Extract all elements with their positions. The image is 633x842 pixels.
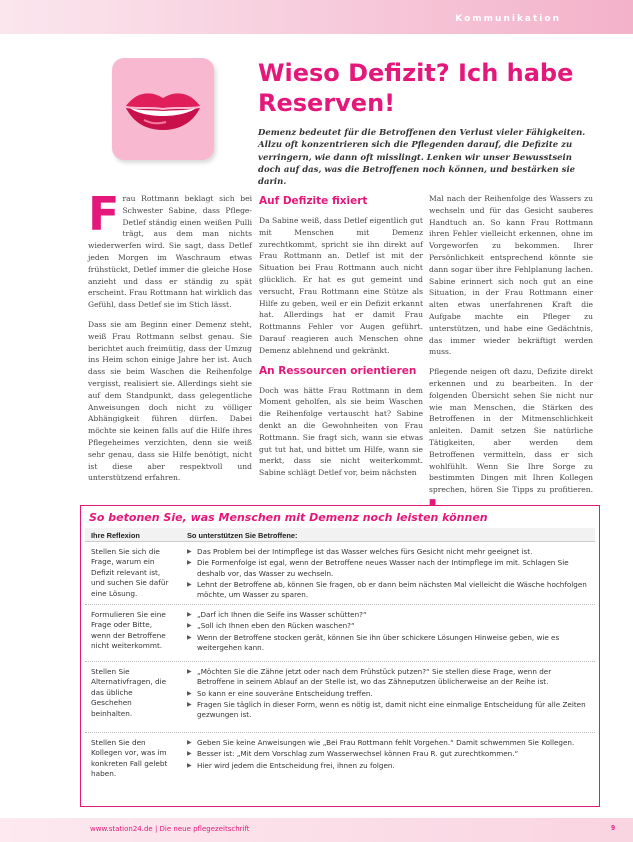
support-list [187, 610, 591, 654]
tips-box-header [85, 528, 595, 542]
list-item: ▶ Hier wird jedem die Entscheidung frei, ihnen zu folgen. [187, 761, 591, 771]
paragraph: Doch was hätte Frau Rottmann in dem Moment geholfen, als sie beim Waschen die Reihenfolge vertauscht hat? Sabine denkt an die Gewohnheiten von Frau Rottmann. Sie fragt sich, wann sie etwas gut tut hat, und bittet um Hilfe, wann sie merkt, dass sie nicht weiterkommt. Sabine schlägt Detlef vor, beim nächsten [259, 385, 423, 478]
paragraph-text: Pflegende neigen oft dazu, Defizite direkt erkennen und zu bearbeiten. In der folgenden Übersicht sehen Sie nicht nur wie man Menschen, die Stärken des Betroffenen in der Mitmenschlichkeit anleiten. Damit setzen Sie natürliche Tätigkeiten, aber werden dem Betroffenen vermitteln, dass er sich wohlfühlt. Wenn Sie Ihre Sorge zu bestimmten Dingen mit Ihren Kollegen sprechen, hören Sie Tipps zu profitieren. [429, 367, 593, 495]
list-item: ▶ „Darf ich Ihnen die Seife ins Wasser schütten?“ [187, 610, 591, 620]
drop-cap: F [88, 187, 120, 241]
subheading-ressourcen: An Ressourcen orientieren [259, 364, 417, 377]
footer-text: www.station24.de | Die neue pflegezeitschrift [90, 825, 250, 833]
table-row [85, 663, 595, 733]
list-item: ▶ Lehnt der Betroffene ab, können Sie fragen, ob er dann beim nächsten Mal vielleicht die Wäsche hochfolgen möchte, um Wasser zu sparen. [187, 580, 591, 601]
section-label: Kommunikation [455, 14, 561, 24]
reflex-text: Stellen Sie sich die Frage, warum ein Defizit relevant ist, und suchen Sie dafür eine Lösung. [91, 547, 169, 598]
list-item: ▶ „Soll ich Ihnen eben den Rücken waschen?“ [187, 621, 591, 631]
list-item: ▶ Geben Sie keine Anweisungen wie „Bei Frau Rottmann fehlt Vorgehen.“ Damit schwemmen Sie Kollegen. [187, 738, 591, 748]
table-row [85, 606, 595, 662]
lips-icon [122, 86, 204, 132]
tips-box-title: So betonen Sie, was Menschen mit Demenz noch leisten können [89, 511, 488, 524]
header-support: So unterstützen Sie Betroffene: [187, 531, 298, 540]
paragraph: Dass sie am Beginn einer Demenz steht, weiß Frau Rottmann selbst genau. Sie berichtet auch freimütig, dass der Umzug ins Heim schon einige Jahre her ist. Auch dass sie beim Waschen die Reihenfolge vergisst, realisiert sie. Allerdings sieht sie auf dem Standpunkt, dass gelegentliche Anweisungen doch nicht zu völliger Abhängigkeit führen dürfen. Dabei möchte sie keinen falls auf die Hilfe ihres Pflegeheimes verzichten, denn sie weiß sehr genau, dass sie Hilfe benötigt, nicht ist diese aber respektvoll und unterstützend erfahren. [88, 319, 252, 483]
reflex-text: Stellen Sie den Kollegen vor, was im konkreten Fall gelebt haben. [91, 738, 168, 779]
page-number: 9 [611, 825, 615, 832]
paragraph: Da Sabine weiß, dass Detlef eigentlich gut mit Menschen mit Demenz zurechtkommt, spricht sie ihn direkt auf Frau Rottmann an. Detlef ist mit der Situation bei Frau Rottmann auch nicht glücklich. Er hat es gut gemeint und versucht, Frau Rottmann eine Stütze als Hilfe zu geben, weil er ein Defizit erkannt hat. Allerdings hat er damit Frau Rottmanns Fehler vor Augen geführt. Darauf reagieren auch Menschen ohne Demenz ablehnend und gekränkt. [259, 216, 423, 355]
column-1 [88, 187, 252, 492]
footer [0, 818, 633, 842]
icon-box [112, 58, 214, 160]
list-item: ▶ Besser ist: „Mit dem Vorschlag zum Wasserwechsel können Frau R. gut zurechtkommen.“ [187, 749, 591, 759]
support-list [187, 667, 591, 721]
top-band [0, 0, 633, 34]
paragraph [88, 187, 252, 311]
table-row [85, 543, 595, 605]
paragraph-text: rau Rottmann beklagt sich bei Schwester Sabine, dass Pflege-Detlef ständig einen weißen Pulli trägt, aus dem man nichts wiederwerfen wird. Sie sagt, dass Detlef jeden Morgen im Waschraum etwas frühstückt, Detlef immer die gleiche Hose anzieht und dass er ständig zu spät erscheint. Frau Rottmann hat wirklich das Gefühl, dass Detlef sie im Stich lässt. [88, 194, 252, 310]
tips-box [80, 505, 600, 807]
paragraph: Mal nach der Reihenfolge des Wassers zu wechseln und für das Gesicht sauberes Handtuch an. So kann Frau Rottmann ihren Fehler vielleicht erkennen, ohne im Vorgeworfen zu bekommen. Ihrer Persönlichkeit entsprechend könnte sie dann sogar über ihre Fehlplanung lachen. Sabine erinnert sich noch gut an eine Situation, in der Frau Rottmann einer alten etwas unerfahrenen Kraft die Aufgabe machte ein Pfleger zu unterstützen, und habe eine Gedächtnis, das immer wieder bekräftigt werden muss. [429, 194, 593, 357]
list-item: ▶ Die Formenfolge ist egal, wenn der Betroffene neues Wasser nach der Intimpflege im mit. Schlagen Sie deshalb vor, das Wasser zu wechseln. [187, 558, 591, 579]
article-lead: Demenz bedeutet für die Betroffenen den Verlust vieler Fähigkeiten. Allzu oft konzentrieren sich die Pflegenden darauf, die Defizite zu verringern, wie dann oft misslingt. Lenken wir unser Bewusstsein doch auf das, was die Betroffenen noch können, und bestärken sie darin. [258, 128, 586, 188]
column-2 [259, 193, 423, 487]
list-item: ▶ Wenn der Betroffene stocken gerät, können Sie ihn über schickere Lösungen Hinweise geben, wie es weitergehen kann. [187, 633, 591, 654]
table-row [85, 734, 595, 804]
end-mark: ■ [429, 496, 437, 506]
subheading-defizite: Auf Defizite fixiert [259, 195, 368, 207]
reflex-text: Formulieren Sie eine Frage oder Bitte, wenn der Betroffene nicht weiterkommt. [91, 610, 166, 651]
header-reflexion: Ihre Reflexion [91, 531, 140, 540]
reflex-text: Stellen Sie Alternativfragen, die das übliche Geschehen beinhalten. [91, 667, 167, 718]
column-3 [429, 193, 593, 516]
article-title: Wieso Defizit? Ich habe Reserven! [258, 59, 574, 117]
list-item: ▶ So kann er eine souveräne Entscheidung treffen. [187, 689, 591, 699]
support-list [187, 547, 591, 601]
list-item: ▶ Das Problem bei der Intimpflege ist das Wasser welches fürs Gesicht nicht mehr geeignet ist. [187, 547, 591, 557]
paragraph [429, 366, 593, 508]
list-item: ▶ „Möchten Sie die Zähne jetzt oder nach dem Frühstück putzen?“ Sie stellen diese Frage, wenn der Betroffene in seinem Ablauf an der Stelle ist, wo das Zähneputzen üblicherweise an der Reihe ist. [187, 667, 591, 688]
support-list [187, 738, 591, 772]
list-item: ▶ Fragen Sie täglich in dieser Form, wenn es nötig ist, damit nicht eine einmalige Entscheidung für alle Zeiten gezwungen ist. [187, 700, 591, 721]
